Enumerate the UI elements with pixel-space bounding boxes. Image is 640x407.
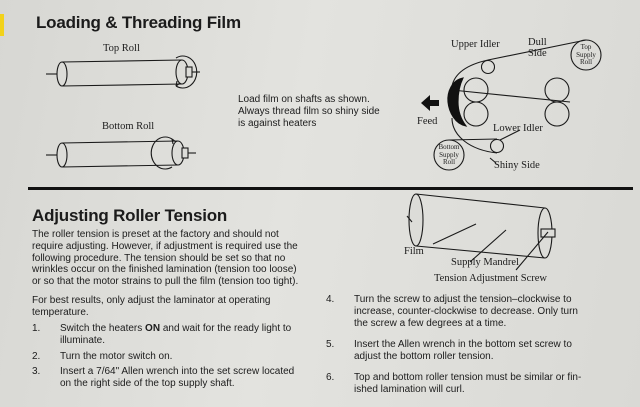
dull-side-label [528, 37, 547, 59]
step-6 [326, 372, 582, 396]
top-supply-roll-label [571, 44, 601, 67]
intro-line: or so that the motor strains to pull the film (tension too tight). [32, 276, 299, 288]
top-supply-roll-line: Top [580, 43, 592, 51]
step-3 [32, 366, 295, 390]
step-5 [326, 339, 572, 363]
step-text: increase, counter-clockwise to decrease. Only turn [354, 305, 578, 317]
step-text: adjust the bottom roller tension. [354, 350, 494, 362]
step-number: 5. [326, 339, 335, 350]
intro-line: following procedure. The tension should be set so that no [32, 252, 286, 264]
step-number: 2. [32, 351, 41, 362]
feed-arrow-icon [421, 95, 439, 111]
supply-mandrel-label: Supply Mandrel [451, 257, 519, 268]
step-text: the screw a few degrees at a time. [354, 317, 507, 329]
step-text: on the right side of the top supply shaft. [60, 377, 235, 389]
step-1 [32, 323, 292, 347]
best-results-line: For best results, only adjust the laminator at operating [32, 295, 271, 306]
tension-screw-label: Tension Adjustment Screw [434, 273, 548, 284]
intro-line: require adjusting. However, if adjustment is required use the [32, 240, 298, 252]
step-text: Turn the screw to adjust the tension–clockwise to [354, 294, 572, 305]
step-text: Top and bottom roller tension must be similar or fin- [354, 372, 582, 383]
step-4 [326, 294, 578, 329]
best-results-paragraph [32, 295, 270, 319]
shiny-side-label: Shiny Side [494, 160, 540, 171]
step-bold-text: ON [145, 323, 161, 334]
bottom-supply-roll-line: Bottom [438, 143, 460, 151]
film-label: Film [404, 246, 424, 257]
step-number: 6. [326, 372, 335, 383]
step-number: 4. [326, 294, 335, 305]
intro-paragraph [32, 229, 298, 288]
top-supply-roll-line: Supply [576, 50, 596, 59]
step-text: ished lamination will curl. [354, 383, 465, 395]
bottom-roll-illustration [46, 137, 196, 169]
top-roll-label: Top Roll [103, 43, 140, 54]
bottom-supply-roll-line: Supply [439, 150, 459, 159]
step-text: and wait for the ready light to [160, 323, 292, 334]
step-number: 3. [32, 366, 41, 377]
top-supply-roll-line: Roll [579, 58, 593, 66]
feed-label: Feed [417, 116, 438, 127]
intro-line: The roller tension is preset at the factory and should not [32, 229, 279, 240]
step-text: Turn the motor switch on. [60, 351, 173, 362]
dull-side-line: Dull [528, 37, 547, 48]
bottom-roll-label: Bottom Roll [102, 121, 155, 132]
lower-idler-label: Lower Idler [493, 123, 543, 134]
instruction-line: Load film on shafts as shown. [238, 94, 370, 105]
bottom-supply-roll-label [434, 144, 464, 167]
step-text: Switch the heaters [60, 323, 146, 334]
instruction-line: is against heaters [238, 117, 317, 129]
intro-line: wrinkles occur on the finished lamination (tension too loose) [32, 264, 297, 276]
top-roll-illustration [46, 56, 200, 88]
best-results-line: temperature. [32, 306, 89, 318]
dull-side-line: Side [528, 48, 547, 59]
bottom-supply-roll-line: Roll [442, 158, 456, 166]
section-title-tension: Adjusting Roller Tension [32, 206, 228, 225]
section-divider [28, 187, 633, 190]
step-text: Insert a 7/64" Allen wrench into the set screw located [60, 366, 295, 377]
step-text: Insert the Allen wrench in the bottom set screw to [354, 339, 572, 350]
instruction-line: Always thread film so shiny side [238, 105, 380, 117]
step-number: 1. [32, 323, 41, 334]
section-title-loading: Loading & Threading Film [36, 13, 241, 32]
upper-idler-label: Upper Idler [451, 39, 500, 50]
step-2 [32, 351, 173, 363]
step-text: illuminate. [60, 334, 106, 346]
